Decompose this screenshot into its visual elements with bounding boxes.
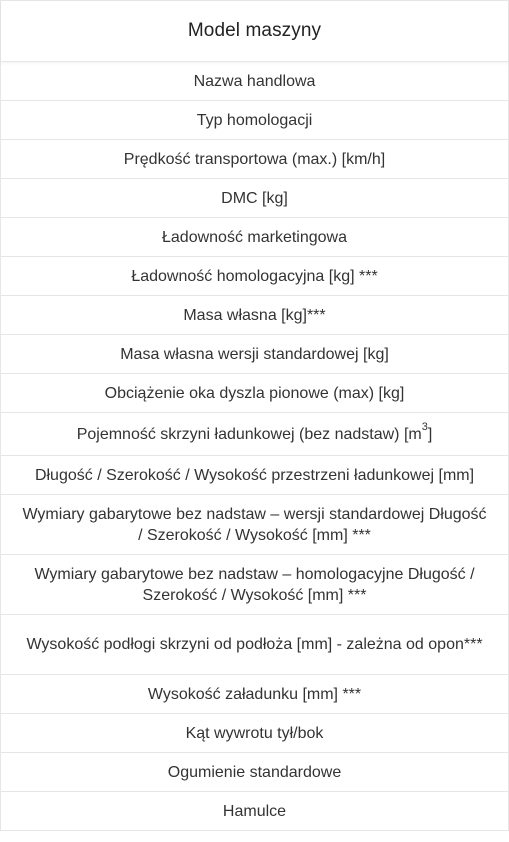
table-header	[1, 0, 508, 62]
row-dmc	[1, 179, 508, 218]
row-homologation-capacity	[1, 257, 508, 296]
row-label: Wymiary gabarytowe bez nadstaw – wersji standardowej Długość / Szerokość / Wysokość [mm] ***	[22, 505, 487, 544]
row-standard-tires	[1, 753, 508, 792]
row-label: Prędkość transportowa (max.) [km/h]	[123, 150, 386, 168]
row-label: Kąt wywrotu tył/bok	[185, 724, 324, 742]
row-label: Obciążenie oka dyszla pionowe (max) [kg]	[104, 384, 405, 402]
row-label: Wysokość załadunku [mm] ***	[147, 685, 362, 703]
row-label: Hamulce	[222, 802, 287, 820]
row-tipping-angle	[1, 714, 508, 753]
row-label: Długość / Szerokość / Wysokość przestrzeni ładunkowej [mm]	[34, 466, 475, 484]
row-floor-height	[1, 615, 508, 675]
row-trade-name	[1, 62, 508, 101]
row-standard-dimensions	[1, 495, 508, 555]
row-brakes	[1, 792, 508, 831]
row-label: Nazwa handlowa	[193, 72, 316, 90]
row-cargo-space-dimensions	[1, 456, 508, 495]
row-label: Ogumienie standardowe	[167, 763, 342, 781]
header-title: Model maszyny	[187, 20, 322, 41]
row-loading-height	[1, 675, 508, 714]
row-standard-weight	[1, 335, 508, 374]
row-label: Ładowność marketingowa	[162, 228, 347, 246]
row-label: DMC [kg]	[221, 189, 288, 207]
superscript: 3	[421, 421, 428, 434]
row-transport-speed	[1, 140, 508, 179]
row-label: Pojemność skrzyni ładunkowej (bez nadstaw) $[m^3]$	[76, 421, 433, 443]
row-homologation-type	[1, 101, 508, 140]
row-own-weight	[1, 296, 508, 335]
row-homologation-dimensions	[1, 555, 508, 615]
row-marketing-capacity	[1, 218, 508, 257]
row-label: Wymiary gabarytowe bez nadstaw – homologacyjne Długość / Szerokość / Wysokość [mm] ***	[34, 565, 475, 604]
row-label: Typ homologacji	[196, 111, 313, 129]
row-label: Ładowność homologacyjna [kg] ***	[131, 267, 378, 285]
row-label: Masa własna wersji standardowej [kg]	[120, 345, 389, 363]
row-drawbar-load	[1, 374, 508, 413]
row-label: Wysokość podłogi skrzyni od podłoża [mm] - zależna od opon***	[26, 636, 483, 653]
row-box-capacity	[1, 413, 508, 456]
row-label: Masa własna [kg]***	[183, 306, 326, 324]
